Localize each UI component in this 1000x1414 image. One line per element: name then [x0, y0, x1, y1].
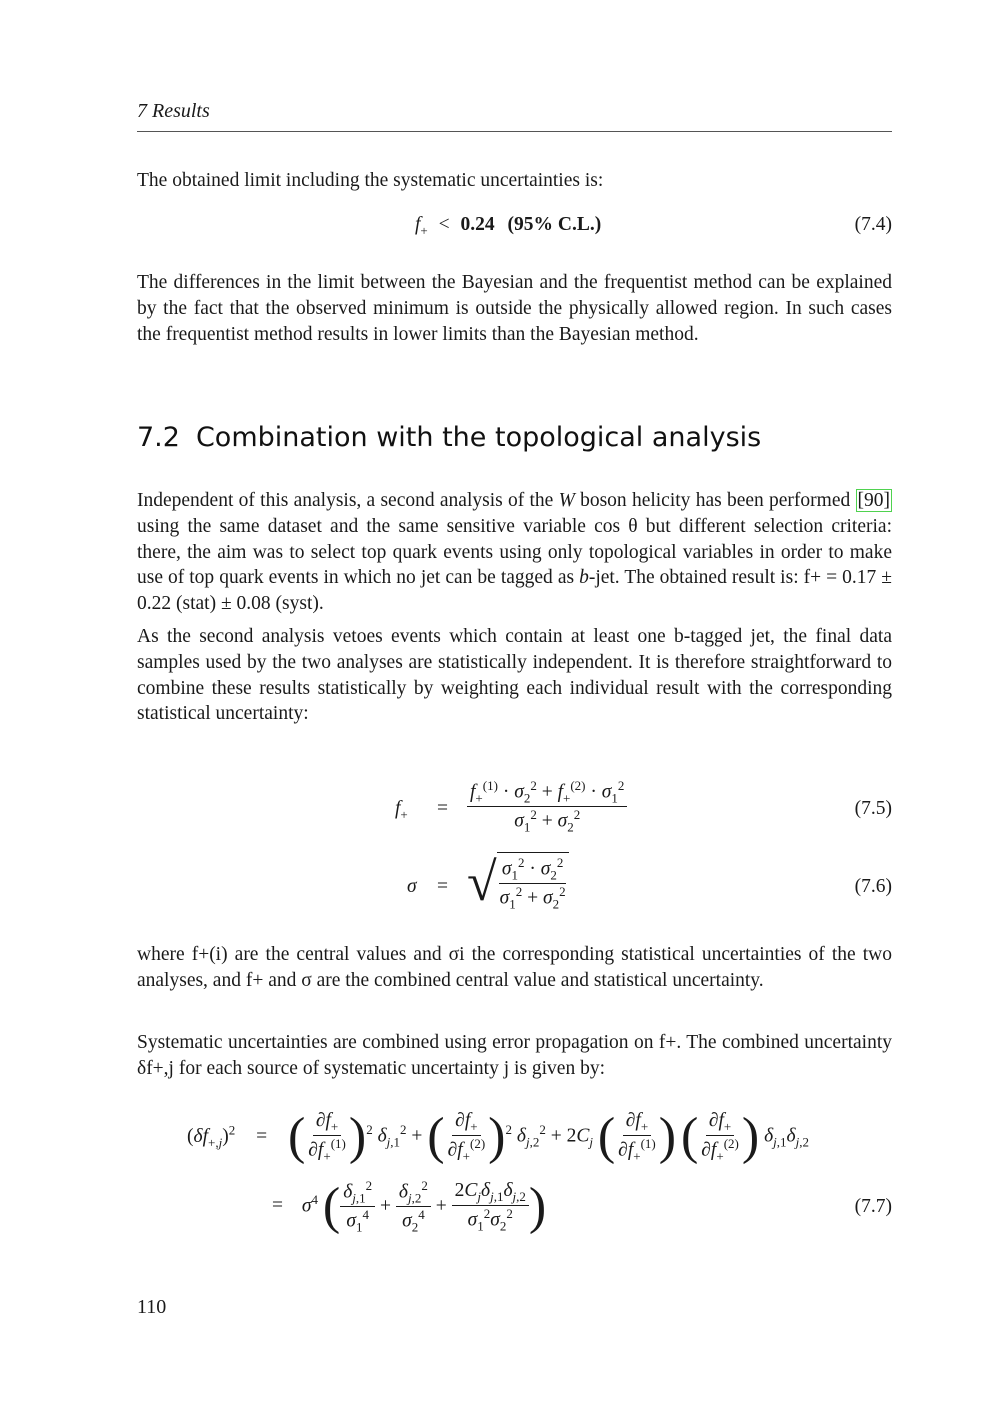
confidence-level: (95% C.L.) [507, 214, 602, 235]
result-value: f+ = 0.17 ± 0.22 (stat) ± 0.08 (syst). [137, 567, 892, 615]
paragraph-differences: The differences in the limit between the Bayesian and the frequentist method can be explained by the fact that the observed minimum is outside the physically allowed region. In such cases the frequentist method results in lower limits than the Bayesian method. [137, 272, 892, 345]
paragraph-independent: Independent of this analysis, a second analysis of the W boson helicity has been performed [90] using the same dataset and the same sensitive variable cos θ but different selection criteria: there, the aim was to select top quark events using only topological variables in order to make use of top quark events in which no jet can be tagged as b-jet. The obtained result is: f+ = 0.17 ± 0.22 (stat) ± 0.08 (syst). [137, 490, 892, 615]
page-number: 110 [137, 1296, 167, 1318]
equation-number: (7.5) [854, 798, 892, 819]
equation-7-5: $f_+$ = $\frac{f_+^{(1)} \cdot \sigma_2^2 + f_+^{(2)} \cdot \sigma_1^2}{\sigma_1^2 + \sigma_2^2}$ (7.5) [395, 778, 892, 835]
citation-link[interactable]: [90] [857, 490, 890, 511]
equation-number: (7.6) [854, 876, 892, 897]
section-number: 7.2 [137, 422, 180, 453]
paragraph-systematic: Systematic uncertainties are combined using error propagation on f+. The combined uncertainty δf+,j for each source of systematic uncertainty j is given by: [137, 1032, 892, 1079]
equation-7-7: $(\delta f_{+,j})^2$ = ( $\frac{\partial f_+}{\partial f_+^{(1)}}$ )$^2$ $\delta_{j,1}^2$ + ( $\frac{\partial f_+}{\partial f_+^{(2)}}$ )$^2$ $\delta_{j,2}^2 + 2C_j$ ( $\frac{\partial f_+}{\partial f_+^{(1)}}$ ) ( $\frac{\partial f_+}{\partial f_+^{(2)}}$ ) $\delta_{j,1}\delta_{j,2}$ = $\sigma^4$ ( $\frac{\delta_{j,1}^2}{\sigma_1^4}$ + $\frac{\delta_{j,2}^2}{\sigma_2^4}$ + $\frac{2C_j\delta_{j,1}\delta_{j,2}}{\sigma_1^2\sigma_2^2}$ ) (7.7) [187, 1108, 892, 1235]
equation-number: (7.4) [854, 214, 892, 235]
running-header [137, 100, 892, 132]
section-title: Combination with the topological analysis [195, 422, 762, 453]
intro-text: The obtained limit including the systematic uncertainties is: [137, 170, 604, 191]
equation-7-6: σ = √ $\frac{\sigma_1^2 \cdot \sigma_2^2}{\sigma_1^2 + \sigma_2^2}$ (7.6) [407, 852, 892, 913]
chapter-title: 7 Results [137, 100, 210, 122]
equation-number: (7.7) [854, 1196, 892, 1217]
limit-value: 0.24 [460, 214, 495, 235]
section-heading [137, 422, 761, 453]
paragraph-veto: As the second analysis vetoes events which contain at least one b-tagged jet, the final data samples used by the two analyses are statistically independent. It is therefore straightforward to combine these results statistically by weighting each individual result with the corresponding statistical uncertainty: [137, 626, 892, 725]
paragraph-where: where f+(i) are the central values and σi the corresponding statistical uncertainties of the two analyses, and f+ and σ are the combined central value and statistical uncertainty. [137, 944, 892, 991]
